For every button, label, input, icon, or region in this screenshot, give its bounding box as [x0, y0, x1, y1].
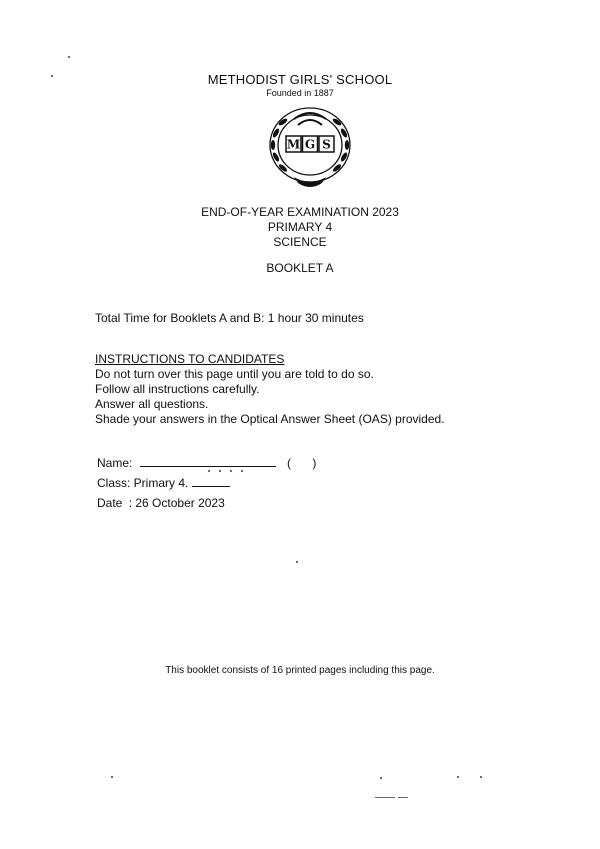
class-blank[interactable]: [192, 475, 230, 487]
class-label: Class: Primary 4.: [97, 476, 189, 490]
scan-speck: [219, 470, 221, 472]
candidate-fields: [97, 453, 316, 513]
scan-speck: [51, 75, 53, 77]
name-blank[interactable]: [140, 455, 276, 467]
scan-speck: [457, 776, 459, 778]
instructions-title: INSTRUCTIONS TO CANDIDATES: [95, 352, 285, 366]
register-number-open: (: [287, 456, 292, 470]
scan-speck: [480, 776, 482, 778]
school-name: METHODIST GIRLS' SCHOOL: [207, 72, 393, 87]
scan-mark: [398, 797, 408, 798]
instruction-item: Follow all instructions carefully.: [95, 382, 260, 396]
scan-speck: [296, 561, 298, 563]
school-crest-logo: [264, 103, 356, 189]
crest-letter-g: G: [304, 137, 316, 152]
scan-speck: [111, 776, 113, 778]
exam-level: PRIMARY 4: [267, 220, 333, 234]
scan-speck: [241, 470, 243, 472]
scan-speck: [230, 470, 232, 472]
instruction-item: Answer all questions.: [95, 397, 209, 411]
date-row: [97, 493, 316, 513]
scan-speck: [208, 470, 210, 472]
instructions-section: [95, 352, 445, 427]
scan-speck: [380, 777, 382, 779]
crest-letter-s: S: [322, 137, 331, 152]
date-label: Date: [97, 496, 123, 510]
name-label: Name:: [97, 456, 133, 470]
instruction-item: Do not turn over this page until you are told to do so.: [95, 367, 374, 381]
exam-title: END-OF-YEAR EXAMINATION 2023: [201, 205, 399, 219]
total-time: Total Time for Booklets A and B: 1 hour 30 minutes: [95, 311, 364, 325]
date-value: : 26 October 2023: [128, 496, 225, 510]
scan-speck: [68, 56, 70, 58]
instruction-item: Shade your answers in the Optical Answer Sheet (OAS) provided.: [95, 412, 445, 426]
exam-heading: [0, 205, 600, 250]
page-count-note: This booklet consists of 16 printed pages including this page.: [165, 665, 435, 676]
register-number-close: ): [312, 456, 317, 470]
crest-letter-m: M: [286, 137, 301, 152]
name-row: [97, 453, 316, 473]
class-row: [97, 473, 316, 493]
founded-year: Founded in 1887: [266, 88, 334, 98]
booklet-label: BOOKLET A: [266, 261, 334, 275]
scan-mark: [375, 797, 395, 798]
exam-subject: SCIENCE: [273, 235, 327, 249]
